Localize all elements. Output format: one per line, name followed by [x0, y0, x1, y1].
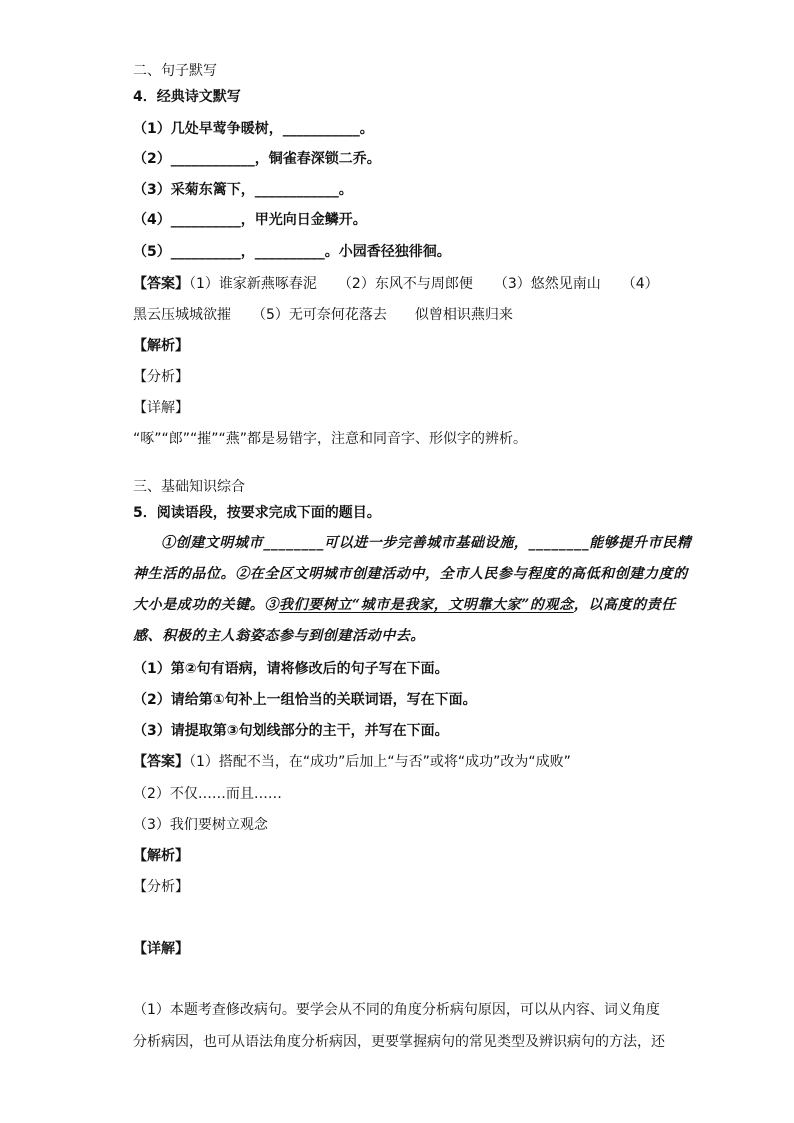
passage-line-4: 感、积极的主人翁姿态参与到创建活动中去。	[133, 628, 425, 644]
passage-line-2: 神生活的品位。②在全区文明城市创建活动中，全市人民参与程度的高低和创建力度的	[133, 566, 688, 582]
q4-answer-line-2: 黑云压城城欲摧 （5）无可奈何花落去 似曾相识燕归来	[133, 307, 513, 323]
q4-detail-text: “啄”“郎”“摧”“燕”都是易错字，注意和同音字、形似字的辨析。	[133, 431, 528, 447]
q4-item-5: （5）__________，__________。小园香径独徘徊。	[133, 244, 451, 260]
q4-item-3: （3）采菊东篱下，____________。	[133, 182, 353, 198]
question-4-title: 4．经典诗文默写	[133, 89, 241, 105]
q5-answer-line-3: （3）我们要树立观念	[133, 817, 268, 833]
q5-answer-line-2: （2）不仅……而且……	[133, 786, 282, 802]
answer-tag: 【答案】	[133, 754, 189, 770]
q4-item-2: （2）____________，铜雀春深锁二乔。	[133, 151, 381, 167]
q4-answer-text-1: （1）谁家新燕啄春泥 （2）东风不与周郎便 （3）悠然见南山 （4）	[189, 276, 659, 292]
q5-detail-line-2: 分析病因，也可从语法角度分析病因，更要掌握病句的常见类型及辨识病句的方法，还	[133, 1034, 665, 1050]
section-heading-3: 三、基础知识综合	[133, 479, 245, 495]
q5-xiangjie-tag: 【详解】	[133, 941, 189, 957]
q4-answer-line-1	[133, 274, 659, 294]
question-5-title: 5．阅读语段，按要求完成下面的题目。	[133, 505, 381, 521]
q5-answer-text-1: （1）搭配不当，在“成功”后加上“与否”或将“成功”改为“成败”	[189, 754, 571, 770]
passage-line-3-post: ，以高度的责任	[573, 597, 676, 613]
q5-jiexi-tag: 【解析】	[133, 848, 189, 864]
q4-item-4: （4）__________，甲光向日金鳞开。	[133, 212, 367, 228]
q5-detail-line-1: （1）本题考查修改病句。要学会从不同的角度分析病句原因，可以从内容、词义角度	[133, 1002, 660, 1018]
passage-line-3	[133, 595, 676, 615]
q4-xiangjie-tag: 【详解】	[133, 400, 189, 416]
passage-line-3-pre: 大小是成功的关键。③	[133, 597, 279, 613]
q5-fenxi-tag: 【分析】	[133, 879, 189, 895]
q5-question-3: （3）请提取第③句划线部分的主干，并写在下面。	[133, 723, 449, 739]
passage-underlined-part: 我们要树立“城市是我家，文明靠大家”的观念	[279, 597, 574, 613]
section-heading-2: 二、句子默写	[133, 63, 217, 79]
passage-line-1: ①创建文明城市________可以进一步完善城市基础设施，________能够提升市民精	[161, 535, 692, 551]
q5-question-2: （2）请给第①句补上一组恰当的关联词语，写在下面。	[133, 692, 477, 708]
q5-question-1: （1）第②句有语病，请将修改后的句子写在下面。	[133, 661, 449, 677]
q4-fenxi-tag: 【分析】	[133, 369, 189, 385]
answer-tag: 【答案】	[133, 276, 189, 292]
q4-item-1: （1）几处早莺争暖树，___________。	[133, 121, 374, 137]
q5-answer-line-1	[133, 752, 571, 772]
q4-jiexi-tag: 【解析】	[133, 338, 189, 354]
